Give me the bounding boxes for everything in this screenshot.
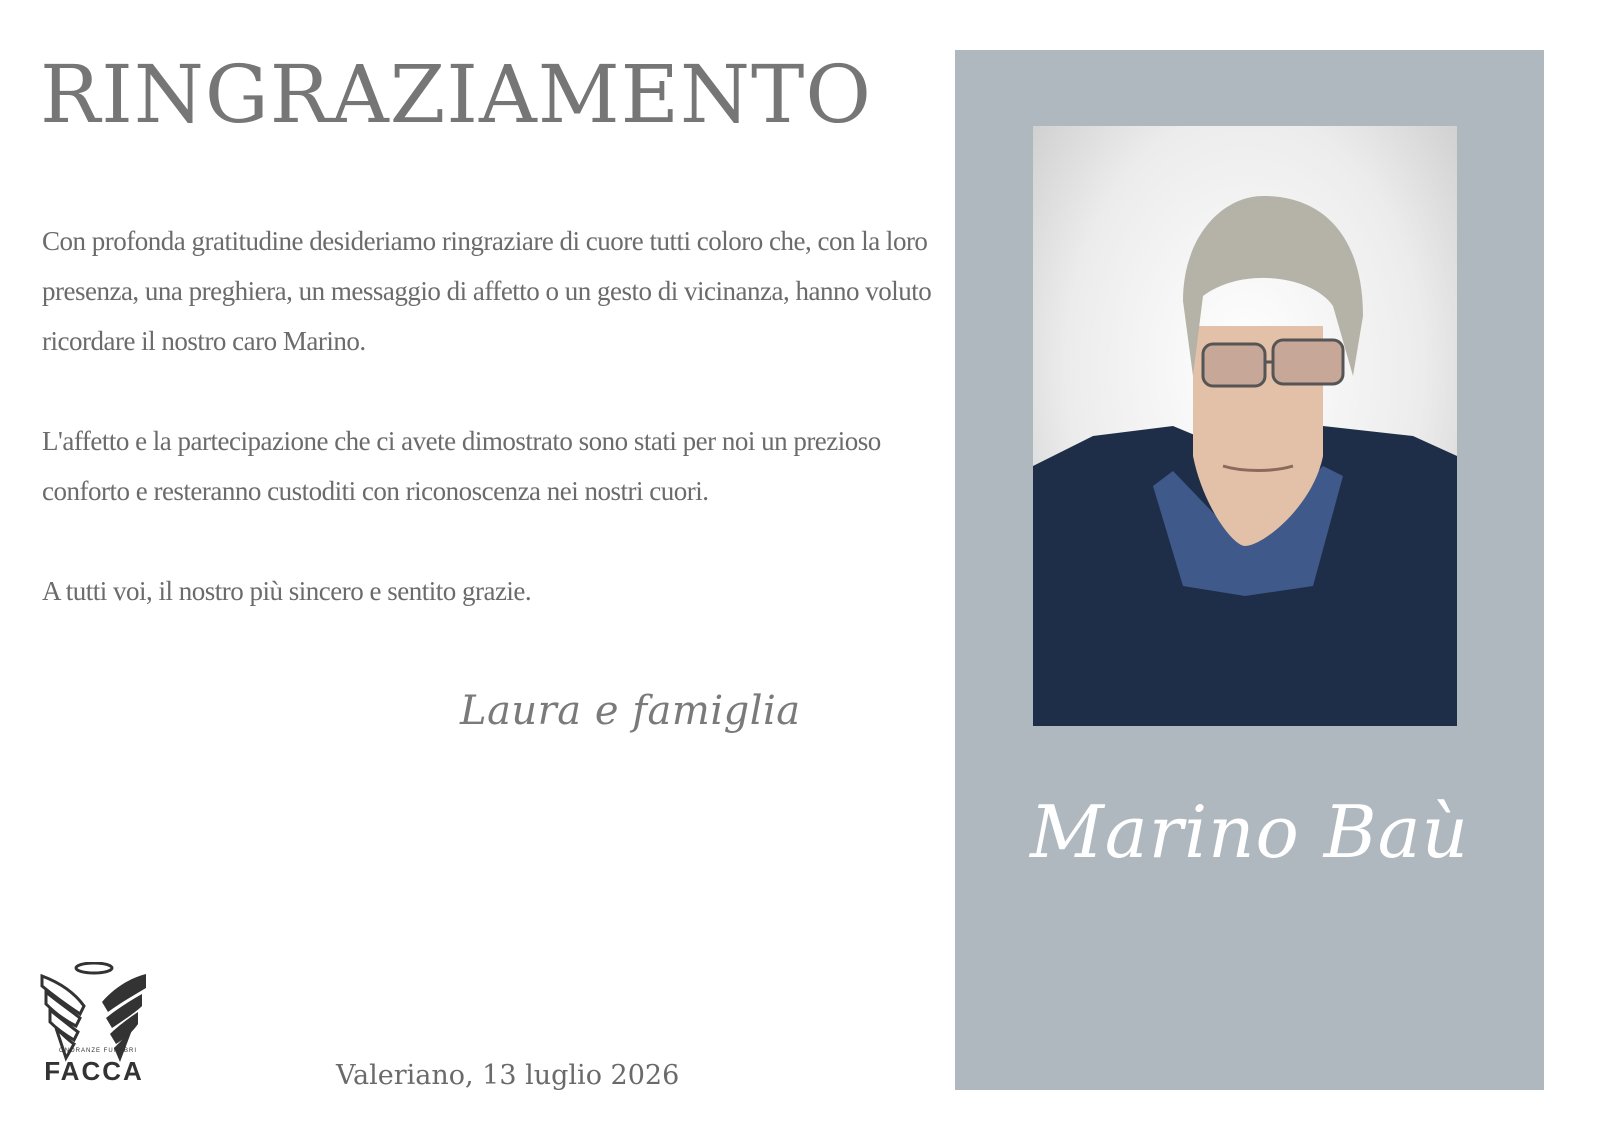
family-signature: Laura e famiglia [460,688,801,734]
portrait-photo [1033,126,1457,726]
thank-you-message [42,216,942,666]
date-place: Valeriano, 13 luglio 2026 [336,1060,680,1091]
page-title: RINGRAZIAMENTO [40,48,872,141]
paragraph-gratitude: Con profonda gratitudine desideriamo ringraziare di cuore tutti coloro che, con la loro presenza, una preghiera, un messaggio di affetto o un gesto di vicinanza, hanno voluto ricordare il nostro caro Marino. [42,226,932,356]
paragraph-affection: L'affetto e la partecipazione che ci avete dimostrato sono stati per noi un prezioso conforto e resteranno custoditi con riconoscenza nei nostri cuori. [42,426,881,506]
portrait-panel [955,50,1544,1090]
logo-subtitle: ONORANZE FUNEBRI [58,1048,137,1054]
angel-wings-halo-logo-icon [40,962,148,1114]
deceased-name: Marino Baù [1030,790,1469,874]
portrait-icon [1033,126,1457,726]
funeral-home-logo [40,962,148,1114]
logo-brand: FACCA [44,1056,144,1086]
paragraph-thanks: A tutti voi, il nostro più sincero e sentito grazie. [42,576,532,606]
